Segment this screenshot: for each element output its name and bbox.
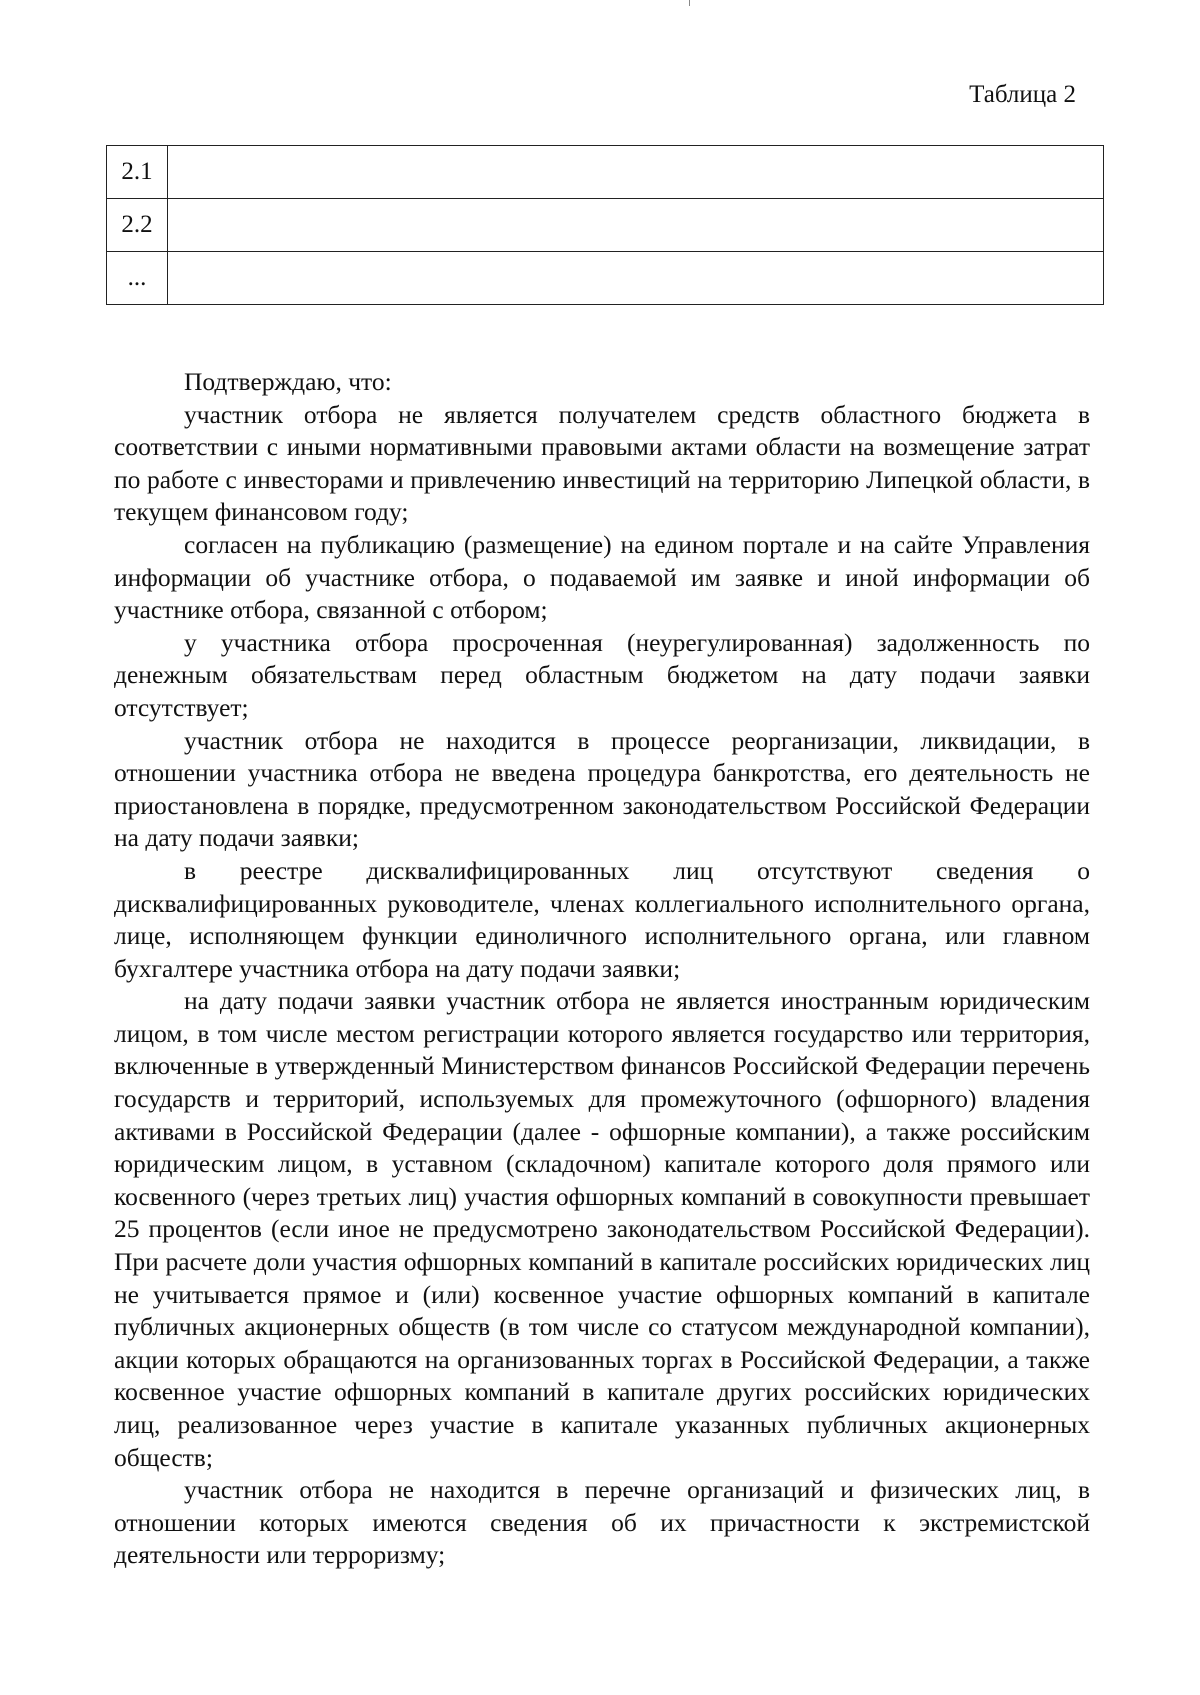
table-label: Таблица 2 [969, 81, 1076, 108]
row-value [168, 252, 1104, 305]
paragraph-no-reorganization: участник отбора не находится в процессе реорганизации, ликвидации, в отношении участника отбора не введена процедура банкротства, его деятельность не приостановлена в порядке, предусмотренном законодательством Российской Федерации на дату подачи заявки; [114, 725, 1090, 853]
table-row [107, 252, 1104, 305]
paragraph-no-budget-funds: участник отбора не является получателем средств областного бюджета в соответствии с иными нормативными правовыми актами области на возмещение затрат по работе с инвесторами и привлечению инвестиций на территорию Липецкой области, в текущем финансовом году; [114, 399, 1090, 527]
row-value [168, 199, 1104, 252]
row-number: 2.2 [107, 199, 168, 252]
paragraph-no-debt: у участника отбора просроченная (неурегулированная) задолженность по денежным обязательствам перед областным бюджетом на дату подачи заявки отсутствует; [114, 627, 1090, 722]
scan-mark [689, 0, 690, 6]
paragraph-offshore: на дату подачи заявки участник отбора не является иностранным юридическим лицом, в том числе местом регистрации которого является государство или территория, включенные в утвержденный Министерством финансов Российской Федерации перечень государств и территорий, используемых для промежуточного (офшорного) владения активами в Российской Федерации (далее - офшорные компании), а также российским юридическим лицом, в уставном (складочном) капитале которого доля прямого или косвенного (через третьих лиц) участия офшорных компаний в совокупности превышает 25 процентов (если иное не предусмотрено законодательством Российской Федерации). При расчете доли участия офшорных компаний в капитале российских юридических лиц не учитывается прямое и (или) косвенное участие офшорных компаний в капитале публичных акционерных обществ (в том числе со статусом международной компании), акции которых обращаются на организованных торгах в Российской Федерации, а также косвенное участие офшорных компаний в капитале других российских юридических лиц, реализованное через участие в капитале указанных публичных акционерных обществ; [114, 986, 1090, 1472]
table-2 [106, 145, 1104, 305]
row-value [168, 146, 1104, 199]
row-number: 2.1 [107, 146, 168, 199]
body-text [114, 366, 1090, 1572]
table-row [107, 199, 1104, 252]
table-row [107, 146, 1104, 199]
row-number: ... [107, 252, 168, 305]
paragraph-disqualified-registry: в реестре дисквалифицированных лиц отсутствуют сведения о дисквалифицированных руководителе, членах коллегиального исполнительного органа, лице, исполняющем функции единоличного исполнительного органа, или главном бухгалтере участника отбора на дату подачи заявки; [114, 855, 1090, 983]
paragraph-confirm-intro: Подтверждаю, что: [184, 367, 392, 396]
paragraph-extremism-list: участник отбора не находится в перечне организаций и физических лиц, в отношении которых имеются сведения об их причастности к экстремистской деятельности или терроризму; [114, 1475, 1090, 1570]
paragraph-publication-consent: согласен на публикацию (размещение) на едином портале и на сайте Управления информации об участнике отбора, о подаваемой им заявке и иной информации об участнике отбора, связанной с отбором; [114, 529, 1090, 625]
